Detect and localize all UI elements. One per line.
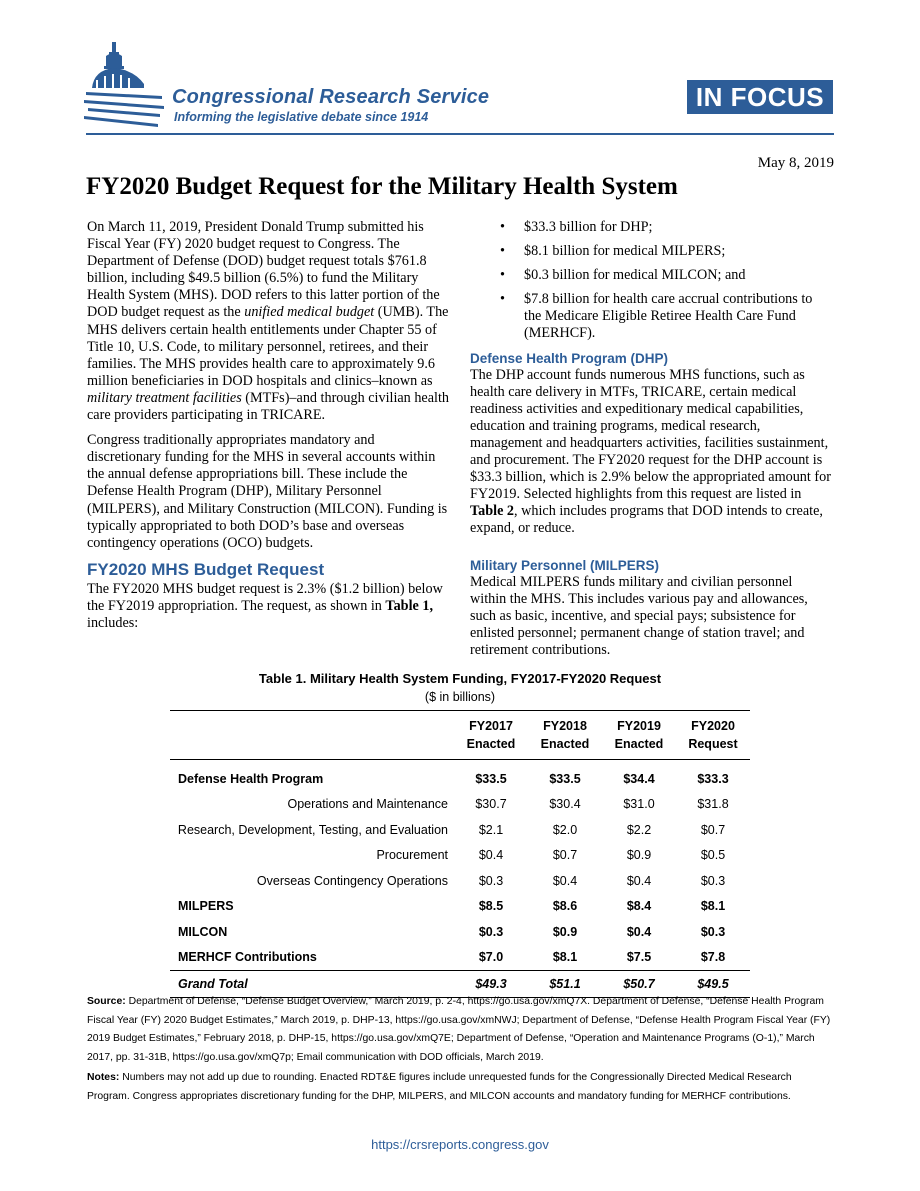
table-cell: $31.8 [697, 797, 729, 812]
publication-date: May 8, 2019 [757, 155, 834, 171]
table-cell: $2.0 [552, 822, 578, 837]
table-cell: $0.4 [552, 873, 578, 888]
section-heading-budget-request: FY2020 MHS Budget Request [87, 559, 325, 579]
header-status: Enacted [614, 737, 664, 751]
table-cell: $50.7 [602, 971, 676, 998]
table-row [170, 792, 750, 818]
table-cell: $7.8 [700, 950, 726, 965]
table-cell: $0.7 [700, 822, 726, 837]
table-cell: $0.4 [626, 924, 652, 939]
budget-request-text: includes: [87, 614, 139, 631]
table-cell: $49.3 [454, 971, 528, 998]
funding-table [170, 710, 750, 998]
dhp-paragraph [470, 367, 832, 538]
budget-request-paragraph [87, 581, 451, 632]
header-year: FY2017 [469, 719, 513, 733]
section-heading-milpers: Military Personnel (MILPERS) [470, 557, 660, 573]
table-reference: Table 2 [470, 503, 515, 520]
row-label: Research, Development, Testing, and Evaluation [177, 822, 448, 837]
table-cell: $30.7 [475, 797, 507, 812]
table-source [87, 993, 835, 1067]
notes-text: Numbers may not add up due to rounding. Enacted RDT&E figures include unrequested funds for the Congressionally Directed Medical Research Program. Congress appropriates discretionary funding for the DHP, MILPERS, and MILCON accounts and mandatory funding for MERHCF contributions. [87, 1072, 792, 1102]
left-column [87, 219, 451, 640]
table-cell: $34.4 [623, 771, 655, 786]
table-notes [87, 1069, 835, 1106]
table-row [170, 919, 750, 945]
table-header-cell [676, 711, 750, 760]
capitol-dome-icon [84, 40, 164, 132]
header-status: Request [688, 737, 738, 751]
org-tagline: Informing the legislative debate since 1914 [174, 110, 429, 124]
row-label: Procurement [376, 848, 448, 863]
table-cell: $8.1 [700, 899, 726, 914]
header-year: FY2019 [617, 719, 661, 733]
budget-request-text: The FY2020 MHS budget request is 2.3% ($1.2 billion) below the FY2019 appropriation. The request, as shown in [87, 580, 443, 614]
table-cell: $8.5 [478, 899, 504, 914]
table-header-cell [454, 711, 528, 760]
table-header-cell [602, 711, 676, 760]
table-cell: $31.0 [623, 797, 655, 812]
page-header [0, 0, 920, 140]
table-cell: $0.7 [552, 848, 578, 863]
request-bullet-list [470, 219, 832, 343]
table-cell: $33.5 [475, 771, 507, 786]
table-cell: $51.1 [528, 971, 602, 998]
table-row [170, 868, 750, 894]
section-heading-dhp: Defense Health Program (DHP) [470, 350, 669, 366]
table-row [170, 817, 750, 843]
table-cell: $0.5 [700, 848, 726, 863]
table-subtitle: ($ in billions) [424, 690, 496, 704]
table-row [170, 945, 750, 971]
table-cell: $0.4 [478, 848, 504, 863]
table-cell: $33.5 [549, 771, 581, 786]
appropriations-paragraph: Congress traditionally appropriates mandatory and discretionary funding for the MHS in several accounts within the annual defense appropriations bill. These include the Defense Health Program (DHP), Military Personnel (MILPERS), and Military Construction (MILCON). Funding is typically appropriated to both DOD’s base and overseas contingency operations (OCO) budgets. [87, 432, 448, 551]
right-column [470, 219, 832, 667]
dhp-text: The DHP account funds numerous MHS functions, such as health care delivery in MTFs, TRICARE, certain medical readiness activities and expeditionary medical capabilities, education and training programs, medical research, management and headquarters activities, facilities sustainment, and procurement. The FY2020 request for the DHP account is $33.3 billion, which is 2.9% below the appropriated amount for FY2019. Selected highlights from this request are listed in [470, 366, 831, 503]
table-cell: $49.5 [676, 971, 750, 998]
table-cell: $0.3 [478, 924, 504, 939]
source-text: Department of Defense, “Defense Budget Overview,” March 2019, p. 2-4, https://go.usa.gov/xmQ7X. Department of Defense, “Defense Health Program Fiscal Year (FY) 2020 Budget Estimates,” March 2019, p. DHP-13, https://go.usa.gov/xmNWJ; Department of Defense, “Defense Health Program Fiscal Year (FY) 2019 Budget Estimates,” February 2018, p. DHP-15, https://go.usa.gov/xmQ7E; Department of Defense, “Operation and Maintenance Programs (O-1),” March 2017, pp. 31-31B, https://go.usa.gov/xmQ7p; Email communication with DOD officials, March 2019. [87, 996, 831, 1063]
funding-table-container [170, 710, 750, 998]
milpers-paragraph: Medical MILPERS funds military and civilian personnel within the MHS. This includes various pay and allowances, such as basic, incentive, and special pays; subsistence for enlisted personnel; permanent change of station travel; and retirement contributions. [470, 573, 808, 658]
intro-text: (MTFs)–and through civilian health care providers participating in TRICARE. [87, 389, 449, 424]
table-cell: $8.1 [552, 950, 578, 965]
source-label: Source: [87, 996, 126, 1007]
header-status: Enacted [540, 737, 590, 751]
in-focus-badge: IN FOCUS [687, 80, 833, 114]
table-cell: $0.9 [552, 924, 578, 939]
list-item: • $33.3 billion for DHP; [470, 219, 832, 236]
row-label: Overseas Contingency Operations [256, 873, 448, 888]
table-header-row [170, 711, 750, 760]
header-divider [86, 133, 834, 135]
list-item: • $0.3 billion for medical MILCON; and [470, 267, 832, 284]
table-cell: $7.5 [626, 950, 652, 965]
row-label: Grand Total [170, 971, 454, 998]
table-cell: $0.9 [626, 848, 652, 863]
row-label: MILPERS [178, 899, 234, 914]
header-status: Enacted [466, 737, 516, 751]
table-cell: $7.0 [478, 950, 504, 965]
table-row [170, 843, 750, 869]
intro-text: On March 11, 2019, President Donald Trump submitted his Fiscal Year (FY) 2020 budget request to Congress. The Department of Defense (DOD) budget request totals $761.8 billion, including $49.5 billion (6.5%) to fund the Military Health System (MHS). DOD refers to this latter portion of the DOD budget request as the [87, 219, 440, 321]
row-label: Defense Health Program [178, 771, 324, 786]
table-cell: $0.4 [626, 873, 652, 888]
table-cell: $30.4 [549, 797, 581, 812]
notes-label: Notes: [87, 1072, 120, 1083]
row-label: MILCON [178, 924, 228, 939]
table-reference: Table 1, [385, 597, 433, 614]
table-cell: $0.3 [700, 873, 726, 888]
intro-text: (UMB). The MHS delivers certain health entitlements under Chapter 55 of Title 10, U.S. Code, to military personnel, retirees, and their families. The MHS provides health care to approximately 9.6 million beneficiaries in DOD hospitals and clinics–known as [87, 304, 449, 389]
table-row [170, 760, 750, 792]
org-name: Congressional Research Service [172, 86, 490, 108]
intro-emphasis-mtf: military treatment facilities [87, 389, 242, 406]
intro-paragraph [87, 219, 451, 424]
table-cell: $0.3 [700, 924, 726, 939]
page-title: FY2020 Budget Request for the Military Health System [86, 173, 678, 200]
dhp-text: , which includes programs that DOD intends to create, expand, or reduce. [470, 503, 823, 537]
table-cell: $33.3 [697, 771, 729, 786]
list-item: • $7.8 billion for health care accrual contributions to the Medicare Eligible Retiree Health Care Fund (MERHCF). [470, 291, 832, 342]
table-cell: $0.3 [478, 873, 504, 888]
table-title: Table 1. Military Health System Funding, FY2017-FY2020 Request [258, 671, 662, 686]
header-year: FY2018 [543, 719, 587, 733]
row-label: MERHCF Contributions [178, 950, 317, 965]
table-cell: $8.4 [626, 899, 652, 914]
list-item: • $8.1 billion for medical MILPERS; [470, 243, 832, 260]
header-year: FY2020 [691, 719, 735, 733]
footer-url[interactable]: https://crsreports.congress.gov [371, 1137, 549, 1152]
table-cell: $8.6 [552, 899, 578, 914]
table-cell: $2.1 [478, 822, 504, 837]
table-header-cell [528, 711, 602, 760]
row-label: Operations and Maintenance [287, 797, 448, 812]
table-row [170, 894, 750, 920]
table-header-label [170, 711, 454, 760]
intro-emphasis-umb: unified medical budget [244, 304, 375, 321]
table-cell: $2.2 [626, 822, 652, 837]
